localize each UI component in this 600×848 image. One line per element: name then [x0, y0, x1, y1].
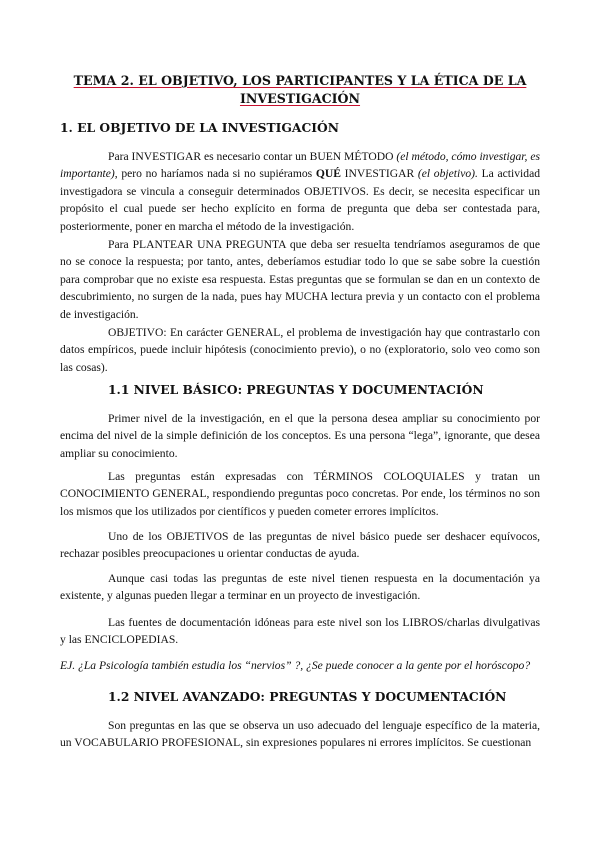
- text-run: La actividad investigadora se vincula a conseguir determinados OBJETIVOS. Es decir, se necesita especificar un propósito el cual puede ser hecho explícito en forma de pregunta que deba ser contestada para, posteriormente, poner en marcha el método de la investigación.: [60, 167, 541, 233]
- bold-run: QUÉ: [315, 167, 341, 181]
- paragraph-fuentes: [60, 614, 540, 649]
- text-run: OBJETIVO: En carácter GENERAL, el problema de investigación hay que contrastarlo con datos empíricos, puede incluir hipótesis (conocimiento previo), o no (exploratorio, solo veo como son las cosas).: [60, 326, 540, 374]
- text-run: Las preguntas están expresadas con TÉRMINOS COLOQUIALES y tratan un CONOCIMIENTO GENERAL, respondiendo preguntas poco concretas. Por ende, los términos no son los mismos que los utilizados por científicos y pueden cometer errores implícitos.: [60, 470, 540, 518]
- paragraph-plantear: [60, 236, 540, 323]
- page-title: TEMA 2. EL OBJETIVO, LOS PARTICIPANTES Y LA ÉTICA DE LA INVESTIGACIÓN: [73, 73, 527, 106]
- section-heading-nivel-basico: 1.1 NIVEL BÁSICO: PREGUNTAS Y DOCUMENTACIÓN: [108, 382, 484, 397]
- paragraph-investigar: [60, 148, 540, 235]
- text-run: Las fuentes de documentación idóneas para este nivel son los LIBROS/charlas divulgativas y las ENCICLOPEDIAS.: [60, 616, 540, 647]
- example-text: EJ. ¿La Psicología también estudia los “nervios” ?, ¿Se puede conocer a la gente por el horóscopo?: [60, 659, 531, 672]
- text-run: INVESTIGAR: [340, 167, 418, 181]
- section-heading-nivel-avanzado: 1.2 NIVEL AVANZADO: PREGUNTAS Y DOCUMENTACIÓN: [108, 689, 507, 704]
- text-run: Primer nivel de la investigación, en el que la persona desea ampliar su conocimiento por encima del nivel de la simple definición de los conceptos. Es una persona “lega”, ignorante, que desea ampliar su conocimiento.: [60, 412, 540, 460]
- italic-run: (el método, cómo investigar, es importante): [60, 150, 540, 181]
- text-run: Aunque casi todas las preguntas de este nivel tienen respuesta en la documentación ya existente, y algunas pueden llegar a terminar en un proyecto de investigación.: [60, 572, 540, 603]
- paragraph-nivel-avanzado: [60, 717, 540, 752]
- text-run: Son preguntas en las que se observa un uso adecuado del lenguaje específico de la materia, un VOCABULARIO PROFESIONAL, sin expresiones populares ni errores implícitos. Se cuestionan: [60, 719, 540, 750]
- paragraph-objetivo: [60, 324, 540, 376]
- text-run: Para PLANTEAR UNA PREGUNTA que deba ser resuelta tendríamos aseguramos de que no se conoce la respuesta; por tanto, antes, deberíamos estudiar todo lo que se sabe sobre la cuestión para comprobar que no existe esa respuesta. Estas preguntas que se formulan se dan en un contexto de descubrimiento, no surgen de la nada, pues hay MUCHA lectura previa y un contacto con el problema de investigación.: [60, 238, 540, 321]
- paragraph-preguntas: [60, 468, 540, 520]
- paragraph-documentacion: [60, 570, 540, 605]
- text-run: Uno de los OBJETIVOS de las preguntas de nivel básico puede ser deshacer equívocos, rechazar posibles preocupaciones u orientar conductas de ayuda.: [60, 530, 540, 561]
- section-heading-objetivo: 1. EL OBJETIVO DE LA INVESTIGACIÓN: [60, 120, 339, 135]
- italic-run: (el objetivo).: [417, 167, 478, 181]
- paragraph-objetivos-basico: [60, 528, 540, 563]
- text-run: Para INVESTIGAR es necesario contar un BUEN MÉTODO: [108, 150, 397, 163]
- text-run: , pero no haríamos nada si no supiéramos: [114, 167, 316, 181]
- paragraph-primer-nivel: [60, 410, 540, 462]
